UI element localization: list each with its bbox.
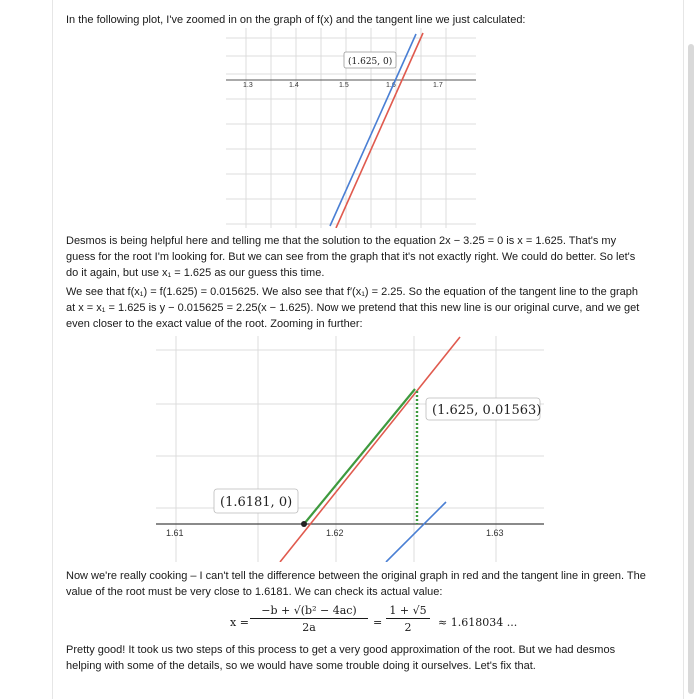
graph-2-tick: 1.62 (326, 528, 344, 538)
paragraph-4: Pretty good! It took us two steps of this process to get a very good approximation of the root. But we had desmos helping with some of the details, so we would have some trouble doing it ourselves. Let's fix that. (66, 644, 616, 672)
graph-1-tick: 1.3 (243, 82, 253, 89)
graph-2-tick: 1.63 (486, 528, 504, 538)
intro-text: In the following plot, I've zoomed in on the graph of f(x) and the tangent line we just calculated: (66, 14, 526, 26)
formula-fraction-1 (250, 604, 368, 634)
graph-2-label-top: (1.625, 0.01563) (432, 403, 542, 418)
graph-1-tick: 1.4 (289, 82, 299, 89)
graph-1-tick: 1.5 (339, 82, 349, 89)
paragraph-3: Now we're really cooking – I can't tell the difference between the original graph in red and the tangent line in green. The value of the root must be very close to 1.6181. We can check its actual value: (66, 570, 646, 598)
graph-2-root-point (301, 521, 307, 527)
graph-1-point-label: (1.625, 0) (348, 57, 393, 67)
paragraph-2: We see that f(x₁) = f(1.625) = 0.015625. We also see that f′(x₁) = 2.25. So the equation of the tangent line to the graph at x = x₁ = 1.625 is y − 0.015625 = 2.25(x − 1.625). Now we pretend that this new line is our original curve, and we get even closer to the exact value of the root. Zooming in further: (66, 286, 640, 330)
graph-2-curve (280, 337, 460, 562)
graph-1-tick: 1.7 (433, 82, 443, 89)
graph-1 (226, 28, 476, 228)
graph-1-tick: 1.6 (386, 82, 396, 89)
scrollbar[interactable] (688, 44, 694, 694)
formula-approx: ≈ 1.618034 ... (438, 616, 518, 629)
formula-denominator-2: 2 (404, 621, 412, 634)
formula-numerator-2: 1 + √5 (386, 604, 430, 619)
formula-numerator-1: −b + √(b² − 4ac) (250, 604, 368, 619)
root-formula (230, 604, 530, 640)
formula-lhs: x = (230, 616, 249, 629)
graph-2-label-root: (1.6181, 0) (220, 495, 293, 510)
graph-2 (156, 336, 544, 562)
formula-equals: = (373, 616, 383, 629)
formula-denominator-1: 2a (302, 621, 316, 634)
graph-2-tick: 1.61 (166, 528, 184, 538)
paragraph-1: Desmos is being helpful here and telling me that the solution to the equation 2x − 3.25 = 0 is x = 1.625. That's my guess for the root I'm looking for. But we can see from the graph that it's not exactly right. We could do better. So let's do it again, but use x₁ = 1.625 as our guess this time. (66, 235, 636, 279)
formula-fraction-2 (386, 604, 430, 634)
